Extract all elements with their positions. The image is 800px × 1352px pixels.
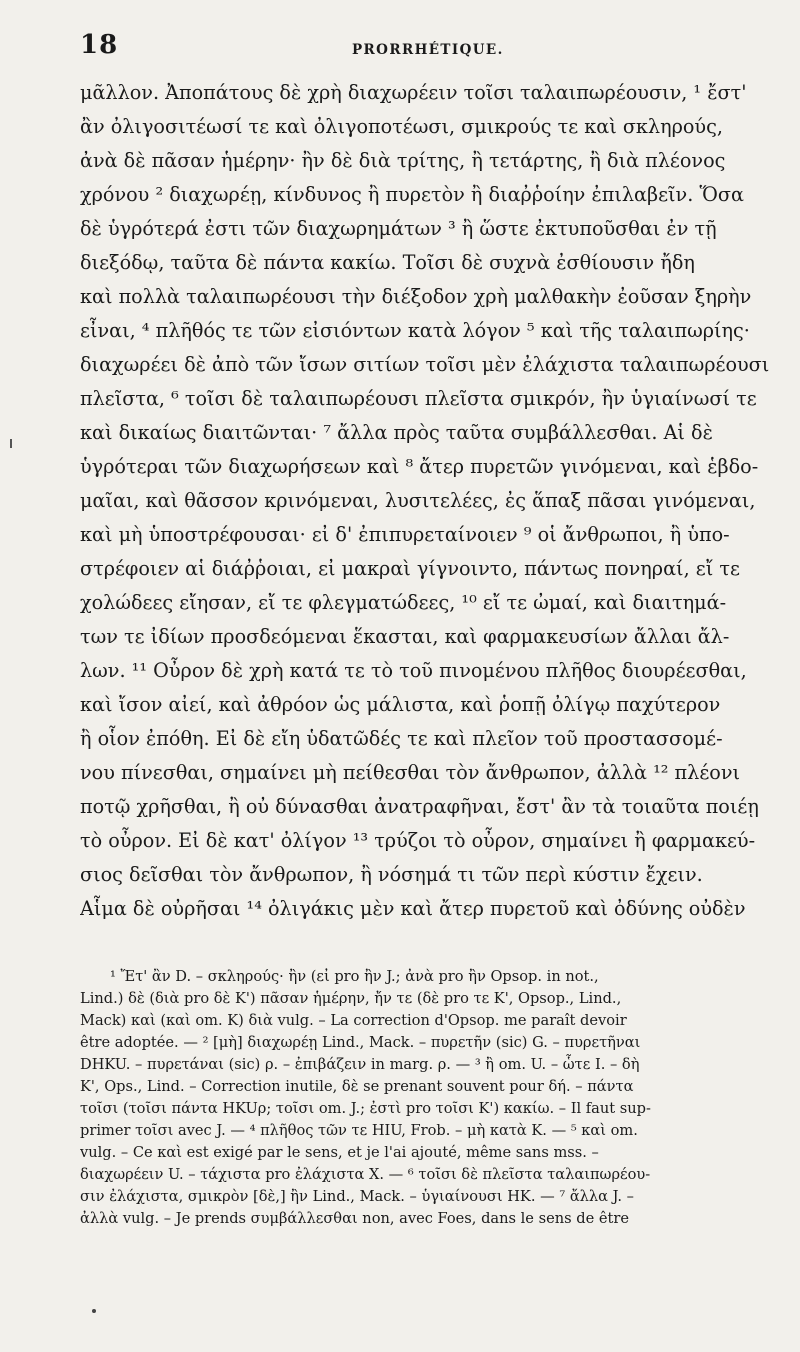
footnote-line: vulg. – Ce καὶ est exigé par le sens, et je l'ai ajouté, même sans mss. – bbox=[80, 1144, 599, 1161]
page-header bbox=[80, 28, 760, 58]
text-line: ὑγρότεραι τῶν διαχωρήσεων καὶ ⁸ ἄτερ πυρετῶν γινόμεναι, καὶ ἑβδο- bbox=[80, 455, 759, 478]
text-line: καὶ δικαίως διαιτῶνται· ⁷ ἄλλα πρὸς ταῦτα συμβάλλεσθαι. Αἱ δὲ bbox=[80, 421, 713, 444]
text-line: πλεῖστα, ⁶ τοῖσι δὲ ταλαιπωρέουσι πλεῖστα σμικρόν, ἢν ὑγιαίνωσί τε bbox=[80, 387, 757, 410]
footnote-line: τοῖσι (τοῖσι πάντα HKUρ; τοῖσι om. J.; ἐστὶ pro τοῖσι K') κακίω. – Il faut sup- bbox=[80, 1100, 651, 1117]
footnote-line: σιν ἐλάχιστα, σμικρὸν [δὲ,] ἢν Lind., Mack. – ὑγιαίνουσι HK. — ⁷ ἄλλα J. – bbox=[80, 1188, 634, 1205]
text-line: των τε ἰδίων προσδεόμεναι ἕκασται, καὶ φαρμακευσίων ἄλλαι ἄλ- bbox=[80, 625, 730, 648]
text-line: διεξόδῳ, ταῦτα δὲ πάντα κακίω. Τοῖσι δὲ συχνὰ ἐσθίουσιν ἤδη bbox=[80, 251, 695, 274]
footnote-line: ¹ Ἔτ' ἂν D. – σκληρούς· ἢν (εἰ pro ἢν J.; ἀνὰ pro ἢν Opsop. in not., bbox=[110, 968, 599, 985]
running-head: PRORRHÉTIQUE. bbox=[352, 42, 504, 58]
text-line: καὶ πολλὰ ταλαιπωρέουσι τὴν διέξοδον χρὴ μαλθακὴν ἐοῦσαν ξηρὴν bbox=[80, 285, 752, 308]
text-line: δὲ ὑγρότερά ἐστι τῶν διαχωρημάτων ³ ἢ ὥστε ἐκτυποῦσθαι ἐν τῇ bbox=[80, 217, 717, 240]
text-line: σιος δεῖσθαι τὸν ἄνθρωπον, ἢ νόσημά τι τῶν περὶ κύστιν ἔχειν. bbox=[80, 863, 703, 886]
footnotes bbox=[80, 966, 760, 1230]
text-line: στρέφοιεν αἱ διάῤῥοιαι, εἰ μακραὶ γίγνοιντο, πάντως πονηραί, εἴ τε bbox=[80, 557, 740, 580]
text-line: μᾶλλον. Ἀποπάτους δὲ χρὴ διαχωρέειν τοῖσι ταλαιπωρέουσιν, ¹ ἔστ' bbox=[80, 81, 747, 104]
text-line: ποτῷ χρῆσθαι, ἢ οὐ δύνασθαι ἀνατραφῆναι, ἔστ' ἂν τὰ τοιαῦτα ποιέῃ bbox=[80, 795, 759, 818]
footnote-line: Mack) καὶ (καὶ om. K) διὰ vulg. – La correction d'Opsop. me paraît devoir bbox=[80, 1012, 627, 1029]
text-line: νου πίνεσθαι, σημαίνει μὴ πείθεσθαι τὸν ἄνθρωπον, ἀλλὰ ¹² πλέονι bbox=[80, 761, 741, 784]
footnote-line: διαχωρέειν U. – τάχιστα pro ἐλάχιστα X. — ⁶ τοῖσι δὲ πλεῖστα ταλαιπωρέου- bbox=[80, 1166, 651, 1183]
footnote-line: DHKU. – πυρετάναι (sic) ρ. – ἐπιβάζειν in marg. ρ. — ³ ἢ om. U. – ὧτε I. – δὴ bbox=[80, 1056, 640, 1073]
page-number: 18 bbox=[80, 30, 119, 60]
text-line: Αἷμα δὲ οὐρῆσαι ¹⁴ ὀλιγάκις μὲν καὶ ἄτερ πυρετοῦ καὶ ὀδύνης οὐδὲν bbox=[80, 897, 746, 920]
footnote-line: ἀλλὰ vulg. – Je prends συμβάλλεσθαι non, avec Foes, dans le sens de être bbox=[80, 1210, 629, 1227]
text-line: εἶναι, ⁴ πλῆθός τε τῶν εἰσιόντων κατὰ λόγον ⁵ καὶ τῆς ταλαιπωρίης· bbox=[80, 319, 750, 342]
text-line: ἢ οἷον ἐπόθη. Εἰ δὲ εἴη ὑδατῶδές τε καὶ πλεῖον τοῦ προστασσομέ- bbox=[80, 727, 723, 750]
text-line: ἂν ὀλιγοσιτέωσί τε καὶ ὀλιγοποτέωσι, σμικρούς τε καὶ σκληρούς, bbox=[80, 115, 723, 138]
text-line: χρόνου ² διαχωρέῃ, κίνδυνος ἢ πυρετὸν ἢ διαῤῥοίην ἐπιλαβεῖν. Ὅσα bbox=[80, 183, 744, 206]
main-text bbox=[80, 76, 770, 926]
footnote-line: primer τοῖσι avec J. — ⁴ πλῆθος τῶν τε HIU, Frob. – μὴ κατὰ K. — ⁵ καὶ om. bbox=[80, 1122, 638, 1139]
margin-mark bbox=[10, 439, 12, 448]
footnote-line: Lind.) δὲ (διὰ pro δὲ K') πᾶσαν ἡμέρην, ἤν τε (δὲ pro τε K', Opsop., Lind., bbox=[80, 990, 622, 1007]
text-line: καὶ μὴ ὑποστρέφουσαι· εἰ δ' ἐπιπυρεταίνοιεν ⁹ οἱ ἄνθρωποι, ἢ ὑπο- bbox=[80, 523, 730, 546]
text-line: καὶ ἴσον αἰεί, καὶ ἀθρόον ὡς μάλιστα, καὶ ῥοπῇ ὀλίγῳ παχύτερον bbox=[80, 693, 721, 716]
margin-dot bbox=[92, 1309, 96, 1313]
footnote-line: K', Ops., Lind. – Correction inutile, δὲ se prenant souvent pour δή. – πάντα bbox=[80, 1078, 634, 1095]
text-line: τὸ οὖρον. Εἰ δὲ κατ' ὀλίγον ¹³ τρύζοι τὸ οὖρον, σημαίνει ἢ φαρμακεύ- bbox=[80, 829, 756, 852]
text-line: μαῖαι, καὶ θᾶσσον κρινόμεναι, λυσιτελέες, ἐς ἅπαξ πᾶσαι γινόμεναι, bbox=[80, 489, 756, 512]
text-line: χολώδεες εἴησαν, εἴ τε φλεγματώδεες, ¹⁰ εἴ τε ὠμαί, καὶ διαιτημά- bbox=[80, 591, 727, 614]
text-line: λων. ¹¹ Οὖρον δὲ χρὴ κατά τε τὸ τοῦ πινομένου πλῆθος διουρέεσθαι, bbox=[80, 659, 747, 682]
footnote-line: être adoptée. — ² [μὴ] διαχωρέῃ Lind., Mack. – πυρετῆν (sic) G. – πυρετῆναι bbox=[80, 1034, 641, 1051]
text-line: ἀνὰ δὲ πᾶσαν ἡμέρην· ἢν δὲ διὰ τρίτης, ἢ τετάρτης, ἢ διὰ πλέονος bbox=[80, 149, 726, 172]
text-line: διαχωρέει δὲ ἀπὸ τῶν ἴσων σιτίων τοῖσι μὲν ἐλάχιστα ταλαιπωρέουσι bbox=[80, 353, 770, 376]
